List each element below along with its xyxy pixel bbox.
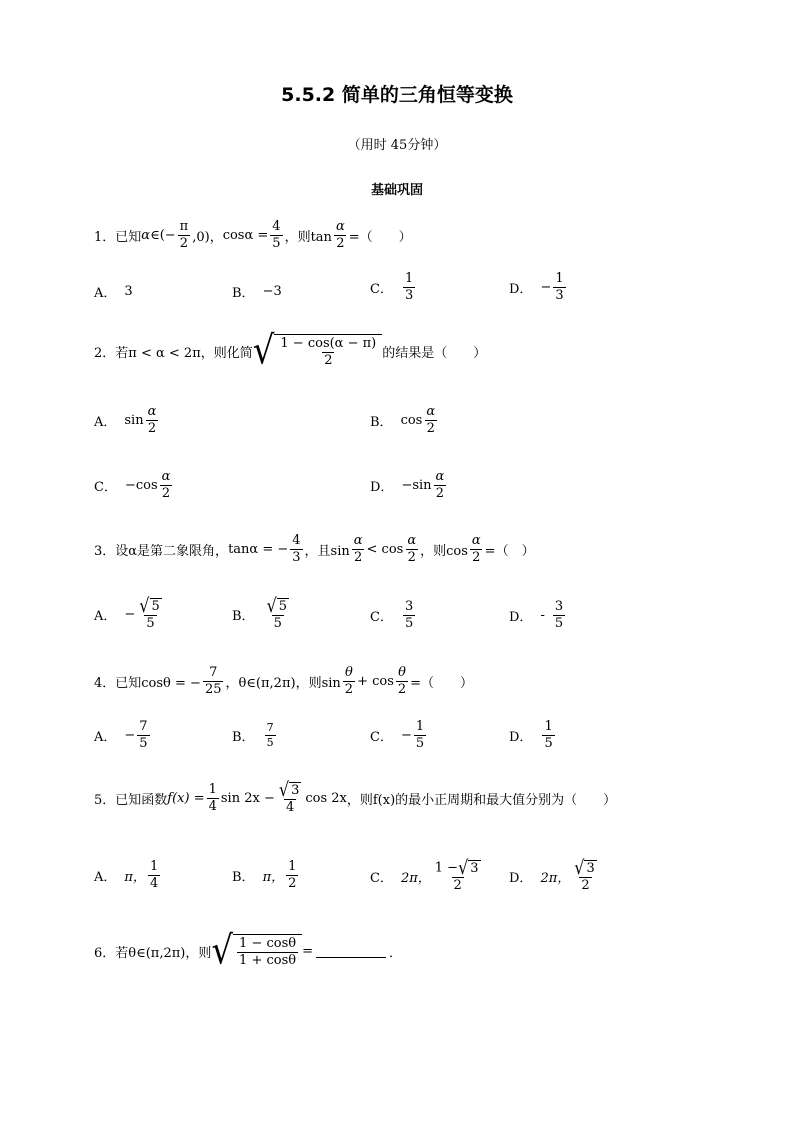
fraction xyxy=(403,600,415,630)
fraction xyxy=(270,220,282,250)
time-limit: （用时 45分钟） xyxy=(347,138,447,153)
radical-sign-icon: √ xyxy=(574,856,585,879)
option-a[interactable] xyxy=(94,594,166,631)
denominator: 2 xyxy=(472,549,481,565)
numerator: 1 xyxy=(208,782,217,798)
text: =（ ） xyxy=(484,543,535,559)
denominator: 2 xyxy=(161,485,171,501)
numerator: 4 xyxy=(272,219,281,234)
denominator: 4 xyxy=(149,875,159,891)
text: 已知cosθ = − xyxy=(115,675,201,691)
fraction xyxy=(470,534,483,564)
denominator: 5 xyxy=(554,615,564,631)
fraction xyxy=(352,534,365,564)
option-label: B． xyxy=(232,286,255,301)
numerator: α xyxy=(353,533,363,548)
radical xyxy=(574,856,596,879)
text: ，θ∈(π,2π)，则sin xyxy=(225,675,341,691)
denominator: 4 xyxy=(208,798,217,814)
numerator: α xyxy=(335,219,345,234)
numerator: 1 − cosθ xyxy=(239,935,297,951)
radical-sign-icon: √ xyxy=(139,594,150,617)
question-number: 4． xyxy=(94,675,116,691)
fraction xyxy=(286,860,298,890)
text: =（ ） xyxy=(348,229,412,245)
question-3 xyxy=(94,534,535,564)
question-number: 6． xyxy=(94,945,116,961)
radical-sign-icon: √ xyxy=(211,928,234,974)
radicand: 5 xyxy=(151,599,160,615)
fraction xyxy=(572,856,598,893)
minus-sign: − xyxy=(124,727,136,743)
question-number: 1． xyxy=(94,229,116,245)
denominator: 2 xyxy=(179,235,189,251)
numerator: 4 xyxy=(292,533,301,548)
numerator: θ xyxy=(398,665,406,680)
numerator: π xyxy=(179,219,189,234)
option-c[interactable] xyxy=(370,272,417,302)
option-label: C． xyxy=(370,281,393,297)
fraction xyxy=(148,860,160,890)
option-b[interactable] xyxy=(232,722,278,748)
fraction xyxy=(542,720,554,750)
minus-sign: − xyxy=(400,727,412,743)
text: ，且sin xyxy=(304,543,350,559)
option-label: D． xyxy=(509,609,533,625)
option-label: B． xyxy=(232,729,255,745)
option-label: B． xyxy=(232,608,255,624)
option-label: B． xyxy=(232,869,255,885)
option-value: π， xyxy=(124,869,146,885)
fraction xyxy=(160,470,173,500)
option-c[interactable] xyxy=(370,856,485,893)
page-title: 5.5.2 简单的三角恒等变换 xyxy=(281,84,513,106)
denominator: 2 xyxy=(336,235,345,251)
text: 已知 xyxy=(115,229,142,245)
option-label: D． xyxy=(509,729,533,745)
denominator: 5 xyxy=(139,735,148,751)
numerator: α xyxy=(407,533,417,548)
option-label: A． xyxy=(94,286,117,301)
text: 的结果是（ ） xyxy=(382,345,487,361)
text: cos 2x xyxy=(305,790,347,806)
option-value: π， xyxy=(262,869,285,885)
fraction xyxy=(265,722,276,748)
text: sin 2x − xyxy=(220,790,275,806)
fraction xyxy=(396,666,408,696)
denominator: 2 xyxy=(324,352,333,368)
function-name: −sin xyxy=(401,477,432,493)
fraction xyxy=(553,600,565,630)
option-c[interactable] xyxy=(370,720,428,750)
radical xyxy=(252,328,383,374)
option-label: C． xyxy=(370,870,393,886)
denominator: 5 xyxy=(404,615,414,631)
answer-blank[interactable] xyxy=(316,945,386,958)
numerator: 1 xyxy=(544,719,553,734)
denominator: 2 xyxy=(407,549,416,565)
fraction xyxy=(146,405,159,435)
option-a[interactable] xyxy=(94,282,133,301)
denominator: 25 xyxy=(204,681,222,697)
text: = xyxy=(302,943,313,959)
fraction xyxy=(237,937,298,967)
text: ∈(− xyxy=(150,227,176,243)
question-1 xyxy=(94,220,412,250)
fraction xyxy=(278,337,378,367)
option-label: C． xyxy=(94,479,117,495)
denominator: 2 xyxy=(453,878,462,893)
radical-sign-icon: √ xyxy=(266,594,277,617)
question-number: 2． xyxy=(94,345,116,361)
question-6 xyxy=(94,928,403,974)
denominator: 2 xyxy=(288,875,297,891)
radicand: 3 xyxy=(586,861,595,877)
denominator: 5 xyxy=(272,235,281,251)
text: ，则cos xyxy=(420,543,468,559)
numerator: 1 xyxy=(415,719,425,734)
text: tanα = − xyxy=(228,541,289,557)
text: ，则tan xyxy=(284,229,332,245)
denominator: 5 xyxy=(266,735,274,749)
fraction xyxy=(203,666,224,696)
option-b[interactable] xyxy=(370,405,439,435)
denominator: 2 xyxy=(147,420,157,436)
fraction xyxy=(290,534,302,564)
denominator: 5 xyxy=(415,735,425,751)
minus-sign: − xyxy=(540,279,552,295)
denominator: 5 xyxy=(273,616,282,631)
radical xyxy=(458,856,480,879)
fraction xyxy=(137,720,149,750)
fraction xyxy=(178,220,191,250)
numerator: θ xyxy=(345,665,353,680)
option-label: B． xyxy=(370,414,393,430)
option-d[interactable] xyxy=(370,470,448,500)
question-4 xyxy=(94,666,473,696)
fraction xyxy=(553,272,565,302)
option-value: 2π， xyxy=(540,870,571,886)
option-b[interactable] xyxy=(232,860,300,890)
numerator: 7 xyxy=(266,721,274,734)
radicand: 5 xyxy=(278,599,288,615)
text: cosα = xyxy=(222,227,269,243)
numerator: 3 xyxy=(554,599,564,614)
text: 若π < α < 2π，则化简 xyxy=(115,345,253,361)
question-2 xyxy=(94,328,487,374)
text: =（ ） xyxy=(410,675,474,691)
option-value: 2π， xyxy=(400,870,431,886)
fraction xyxy=(405,534,418,564)
text: ． xyxy=(389,945,403,961)
text: f(x) = xyxy=(167,790,205,806)
option-d[interactable] xyxy=(509,720,557,750)
option-a[interactable] xyxy=(94,405,160,435)
denominator: 3 xyxy=(404,287,414,303)
fraction xyxy=(277,778,303,815)
radical-sign-icon: √ xyxy=(252,328,275,374)
radical xyxy=(266,594,289,617)
function-name: −cos xyxy=(124,477,158,493)
option-b[interactable] xyxy=(232,594,293,631)
denominator: 5 xyxy=(544,735,553,751)
numerator: 1 − cos(α − π) xyxy=(280,335,377,351)
denominator: 2 xyxy=(397,681,407,697)
radical xyxy=(139,594,161,617)
function-name: sin xyxy=(124,412,144,428)
option-d[interactable] xyxy=(509,272,568,302)
option-d[interactable] xyxy=(509,600,567,630)
option-label: A． xyxy=(94,729,117,745)
question-number: 3． xyxy=(94,543,116,559)
fraction xyxy=(334,220,347,250)
text: + cos xyxy=(357,673,394,689)
radicand: 3 xyxy=(291,783,300,799)
option-value: 3 xyxy=(124,284,133,299)
text: ，则f(x)的最小正周期和最大值分别为（ ） xyxy=(346,792,617,808)
question-5 xyxy=(94,778,617,815)
denominator: 5 xyxy=(146,616,155,631)
numerator: α xyxy=(426,404,436,419)
numerator: 1 xyxy=(555,271,564,286)
numerator: 1 xyxy=(149,859,159,874)
section-heading: 基础巩固 xyxy=(370,183,423,198)
minus-sign: − xyxy=(124,606,136,622)
fraction xyxy=(434,470,447,500)
fraction xyxy=(343,666,355,696)
option-label: C． xyxy=(370,729,393,745)
fraction xyxy=(424,405,437,435)
numerator: α xyxy=(471,533,481,548)
radicand xyxy=(274,334,382,368)
numerator: 7 xyxy=(139,719,148,734)
radicand: 3 xyxy=(470,861,479,877)
denominator: 3 xyxy=(555,287,564,303)
text: 已知函数 xyxy=(115,792,168,808)
denominator: 1 + cosθ xyxy=(239,952,297,968)
numerator: 1 xyxy=(404,271,414,286)
radicand xyxy=(233,934,302,968)
radical xyxy=(211,928,302,974)
option-label: A． xyxy=(94,869,117,885)
denominator: 3 xyxy=(292,549,301,565)
option-label: D． xyxy=(509,281,533,297)
denominator: 2 xyxy=(353,549,363,565)
option-c[interactable] xyxy=(94,470,174,500)
radical-sign-icon: √ xyxy=(278,778,290,801)
numerator: α xyxy=(147,404,157,419)
radical-sign-icon: √ xyxy=(458,856,469,879)
option-c[interactable] xyxy=(370,600,417,630)
option-a[interactable] xyxy=(94,860,162,890)
option-d[interactable] xyxy=(509,856,601,893)
fraction xyxy=(207,783,219,813)
numerator: α xyxy=(435,469,445,484)
minus-sign: - xyxy=(540,607,545,623)
text: < cos xyxy=(366,541,404,557)
option-label: D． xyxy=(370,479,394,495)
fraction xyxy=(265,594,291,631)
text: α xyxy=(141,227,151,243)
numerator: 7 xyxy=(209,665,218,680)
option-label: A． xyxy=(94,608,117,624)
option-label: C． xyxy=(370,609,393,625)
numerator: 3 xyxy=(404,599,414,614)
denominator: 2 xyxy=(435,485,445,501)
numerator: 1 xyxy=(288,859,297,874)
option-a[interactable] xyxy=(94,720,152,750)
question-number: 5． xyxy=(94,792,116,808)
denominator: 4 xyxy=(285,800,295,815)
option-value: −3 xyxy=(262,284,282,299)
option-label: A． xyxy=(94,414,117,430)
numerator: α xyxy=(161,469,171,484)
fraction xyxy=(403,272,415,302)
text: 若θ∈(π,2π)，则 xyxy=(115,945,212,961)
fraction xyxy=(433,856,483,893)
text: 设α是第二象限角， xyxy=(115,543,229,559)
radical xyxy=(278,778,301,801)
denominator: 2 xyxy=(581,878,590,893)
denominator: 2 xyxy=(344,681,354,697)
text: ,0)， xyxy=(192,229,223,245)
function-name: cos xyxy=(400,412,423,428)
option-label: D． xyxy=(509,870,533,886)
option-b[interactable] xyxy=(232,282,282,301)
denominator: 2 xyxy=(426,420,435,436)
fraction xyxy=(414,720,426,750)
fraction xyxy=(137,594,163,631)
numerator-text: 1 − xyxy=(434,860,459,876)
